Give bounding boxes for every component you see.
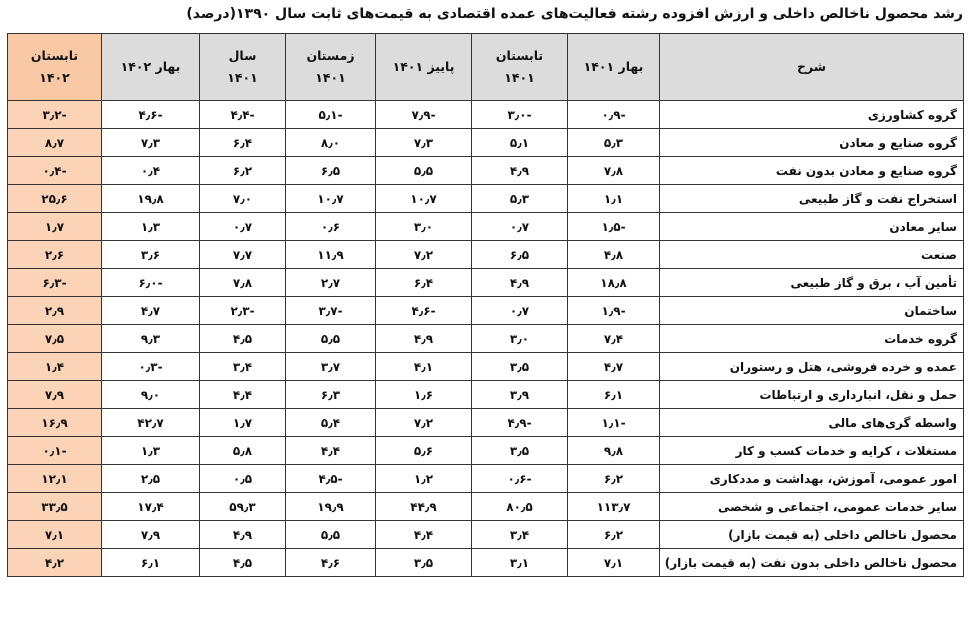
value-cell: ۱۰٫۷ bbox=[376, 185, 472, 213]
value-cell: ۱٫۷ bbox=[200, 409, 286, 437]
row-label: گروه صنایع و معادن bbox=[660, 129, 964, 157]
value-cell: ۵٫۵ bbox=[286, 521, 376, 549]
value-cell: ۲٫۷ bbox=[286, 269, 376, 297]
column-header-text: بهار ۱۴۰۲ bbox=[120, 59, 181, 74]
column-header bbox=[102, 34, 200, 101]
value-cell: ۰٫۴- bbox=[8, 157, 102, 185]
row-label: امور عمومی، آموزش، بهداشت و مددکاری bbox=[660, 465, 964, 493]
value-cell: ۳٫۰ bbox=[472, 325, 568, 353]
value-cell: ۷٫۲ bbox=[376, 241, 472, 269]
value-cell: ۶٫۴ bbox=[200, 129, 286, 157]
value-cell: ۶٫۳ bbox=[286, 381, 376, 409]
table-row bbox=[8, 465, 964, 493]
value-cell: ۳٫۴ bbox=[200, 353, 286, 381]
value-cell: ۲٫۶ bbox=[8, 241, 102, 269]
column-header bbox=[286, 34, 376, 101]
value-cell: ۳٫۵ bbox=[472, 353, 568, 381]
row-label: سایر معادن bbox=[660, 213, 964, 241]
value-cell: ۸٫۰ bbox=[286, 129, 376, 157]
row-label: حمل و نقل، انبارداری و ارتباطات bbox=[660, 381, 964, 409]
value-cell: ۵۹٫۳ bbox=[200, 493, 286, 521]
value-cell: ۱٫۷ bbox=[8, 213, 102, 241]
value-cell: ۶٫۲ bbox=[568, 465, 660, 493]
column-header-text: زمستان bbox=[306, 48, 355, 63]
row-label: صنعت bbox=[660, 241, 964, 269]
value-cell: ۶٫۱ bbox=[102, 549, 200, 577]
value-cell: ۰٫۵ bbox=[200, 465, 286, 493]
column-header bbox=[8, 34, 102, 101]
column-header bbox=[200, 34, 286, 101]
column-header-text: سال bbox=[228, 48, 257, 63]
table-body bbox=[8, 101, 964, 577]
value-cell: ۴۲٫۷ bbox=[102, 409, 200, 437]
row-label: گروه صنایع و معادن بدون نفت bbox=[660, 157, 964, 185]
value-cell: ۲٫۳- bbox=[200, 297, 286, 325]
column-header-text: تابستان bbox=[495, 48, 544, 63]
value-cell: ۶٫۱ bbox=[568, 381, 660, 409]
value-cell: ۳٫۵ bbox=[472, 437, 568, 465]
value-cell: ۴۴٫۹ bbox=[376, 493, 472, 521]
column-header-text: ۱۴۰۲ bbox=[39, 70, 70, 85]
value-cell: ۵٫۵ bbox=[286, 325, 376, 353]
value-cell: ۴٫۹ bbox=[472, 157, 568, 185]
value-cell: ۷٫۳ bbox=[102, 129, 200, 157]
value-cell: ۶٫۰- bbox=[102, 269, 200, 297]
row-label: مستغلات ، کرایه و خدمات کسب و کار bbox=[660, 437, 964, 465]
value-cell: ۷٫۸ bbox=[200, 269, 286, 297]
value-cell: ۱۱۳٫۷ bbox=[568, 493, 660, 521]
value-cell: ۴٫۴- bbox=[200, 101, 286, 129]
value-cell: ۴٫۴ bbox=[376, 521, 472, 549]
value-cell: ۴٫۷ bbox=[102, 297, 200, 325]
value-cell: ۹٫۰ bbox=[102, 381, 200, 409]
value-cell: ۵٫۳ bbox=[472, 185, 568, 213]
value-cell: ۵٫۵ bbox=[376, 157, 472, 185]
table-row bbox=[8, 101, 964, 129]
column-header-text: تابستان bbox=[30, 48, 79, 63]
value-cell: ۴٫۱ bbox=[376, 353, 472, 381]
value-cell: ۱٫۱- bbox=[568, 409, 660, 437]
value-cell: ۰٫۶- bbox=[472, 465, 568, 493]
value-cell: ۳٫۷ bbox=[286, 353, 376, 381]
value-cell: ۶٫۲ bbox=[200, 157, 286, 185]
column-header bbox=[472, 34, 568, 101]
value-cell: ۴٫۷ bbox=[568, 353, 660, 381]
value-cell: ۴٫۴ bbox=[286, 437, 376, 465]
value-cell: ۷٫۲ bbox=[376, 409, 472, 437]
value-cell: ۰٫۷ bbox=[472, 297, 568, 325]
table-row bbox=[8, 381, 964, 409]
row-label: ساختمان bbox=[660, 297, 964, 325]
value-cell: ۱٫۳ bbox=[102, 213, 200, 241]
value-cell: ۷٫۱ bbox=[568, 549, 660, 577]
value-cell: ۳۳٫۵ bbox=[8, 493, 102, 521]
value-cell: ۳٫۰- bbox=[472, 101, 568, 129]
value-cell: ۴٫۹ bbox=[472, 269, 568, 297]
value-cell: ۱۶٫۹ bbox=[8, 409, 102, 437]
value-cell: ۶٫۴ bbox=[376, 269, 472, 297]
value-cell: ۷٫۹ bbox=[8, 381, 102, 409]
column-header-description bbox=[660, 34, 964, 101]
value-cell: ۵٫۱ bbox=[472, 129, 568, 157]
column-header-text: ۱۴۰۱ bbox=[315, 70, 346, 85]
value-cell: ۴٫۸ bbox=[568, 241, 660, 269]
value-cell: ۴٫۵ bbox=[200, 325, 286, 353]
value-cell: ۱۹٫۸ bbox=[102, 185, 200, 213]
table-row bbox=[8, 157, 964, 185]
table-row bbox=[8, 185, 964, 213]
table-row bbox=[8, 521, 964, 549]
value-cell: ۰٫۳- bbox=[102, 353, 200, 381]
table-row bbox=[8, 241, 964, 269]
table-row bbox=[8, 353, 964, 381]
value-cell: ۸٫۷ bbox=[8, 129, 102, 157]
value-cell: ۷٫۹ bbox=[102, 521, 200, 549]
value-cell: ۷٫۵ bbox=[8, 325, 102, 353]
gdp-growth-table bbox=[7, 33, 964, 577]
table-row bbox=[8, 493, 964, 521]
table-row bbox=[8, 213, 964, 241]
value-cell: ۱۱٫۹ bbox=[286, 241, 376, 269]
value-cell: ۱٫۹- bbox=[568, 297, 660, 325]
value-cell: ۲۵٫۶ bbox=[8, 185, 102, 213]
value-cell: ۴٫۵ bbox=[200, 549, 286, 577]
value-cell: ۴٫۹ bbox=[376, 325, 472, 353]
value-cell: ۱٫۶ bbox=[376, 381, 472, 409]
value-cell: ۱٫۳ bbox=[102, 437, 200, 465]
table-row bbox=[8, 437, 964, 465]
value-cell: ۴٫۶- bbox=[102, 101, 200, 129]
value-cell: ۳٫۹ bbox=[472, 381, 568, 409]
table-row bbox=[8, 549, 964, 577]
value-cell: ۸۰٫۵ bbox=[472, 493, 568, 521]
value-cell: ۱٫۴ bbox=[8, 353, 102, 381]
value-cell: ۶٫۵ bbox=[286, 157, 376, 185]
column-header bbox=[568, 34, 660, 101]
value-cell: ۶٫۳- bbox=[8, 269, 102, 297]
value-cell: ۳٫۷- bbox=[286, 297, 376, 325]
table-row bbox=[8, 297, 964, 325]
value-cell: ۰٫۱- bbox=[8, 437, 102, 465]
value-cell: ۴٫۵- bbox=[286, 465, 376, 493]
row-label: تأمین آب ، برق و گاز طبیعی bbox=[660, 269, 964, 297]
value-cell: ۱۹٫۹ bbox=[286, 493, 376, 521]
table-title: رشد محصول ناخالص داخلی و ارزش افزوده رشته فعالیت‌های عمده اقتصادی به قیمت‌های ثابت سال ۱۳۹۰(درصد) bbox=[186, 6, 963, 22]
value-cell: ۵٫۳ bbox=[568, 129, 660, 157]
value-cell: ۰٫۹- bbox=[568, 101, 660, 129]
row-label: محصول ناخالص داخلی (به قیمت بازار) bbox=[660, 521, 964, 549]
value-cell: ۷٫۰ bbox=[200, 185, 286, 213]
value-cell: ۶٫۲ bbox=[568, 521, 660, 549]
value-cell: ۰٫۷ bbox=[472, 213, 568, 241]
value-cell: ۴٫۹ bbox=[200, 521, 286, 549]
row-label: استخراج نفت و گاز طبیعی bbox=[660, 185, 964, 213]
value-cell: ۵٫۴ bbox=[286, 409, 376, 437]
value-cell: ۰٫۷ bbox=[200, 213, 286, 241]
table-row bbox=[8, 269, 964, 297]
value-cell: ۳٫۵ bbox=[376, 549, 472, 577]
value-cell: ۷٫۳ bbox=[376, 129, 472, 157]
value-cell: ۷٫۷ bbox=[200, 241, 286, 269]
value-cell: ۴٫۴ bbox=[200, 381, 286, 409]
value-cell: ۴٫۶ bbox=[286, 549, 376, 577]
value-cell: ۱۰٫۷ bbox=[286, 185, 376, 213]
value-cell: ۴٫۲ bbox=[8, 549, 102, 577]
header-row bbox=[8, 34, 964, 101]
value-cell: ۳٫۴ bbox=[472, 521, 568, 549]
value-cell: ۱٫۵- bbox=[568, 213, 660, 241]
value-cell: ۷٫۸ bbox=[568, 157, 660, 185]
value-cell: ۱٫۲ bbox=[376, 465, 472, 493]
value-cell: ۱۲٫۱ bbox=[8, 465, 102, 493]
value-cell: ۳٫۰ bbox=[376, 213, 472, 241]
value-cell: ۷٫۱ bbox=[8, 521, 102, 549]
column-header-text: ۱۴۰۱ bbox=[227, 70, 258, 85]
row-label: گروه خدمات bbox=[660, 325, 964, 353]
column-header-text: شرح bbox=[796, 59, 827, 74]
value-cell: ۲٫۵ bbox=[102, 465, 200, 493]
table-row bbox=[8, 129, 964, 157]
value-cell: ۴٫۹- bbox=[472, 409, 568, 437]
value-cell: ۷٫۴ bbox=[568, 325, 660, 353]
column-header bbox=[376, 34, 472, 101]
value-cell: ۳٫۶ bbox=[102, 241, 200, 269]
value-cell: ۱٫۱ bbox=[568, 185, 660, 213]
value-cell: ۲٫۹ bbox=[8, 297, 102, 325]
value-cell: ۱۷٫۴ bbox=[102, 493, 200, 521]
value-cell: ۹٫۳ bbox=[102, 325, 200, 353]
value-cell: ۰٫۶ bbox=[286, 213, 376, 241]
row-label: عمده و خرده فروشی، هتل و رستوران bbox=[660, 353, 964, 381]
row-label: سایر خدمات عمومی، اجتماعی و شخصی bbox=[660, 493, 964, 521]
value-cell: ۳٫۱ bbox=[472, 549, 568, 577]
value-cell: ۹٫۸ bbox=[568, 437, 660, 465]
column-header-text: بهار ۱۴۰۱ bbox=[583, 59, 644, 74]
table-row bbox=[8, 325, 964, 353]
value-cell: ۱۸٫۸ bbox=[568, 269, 660, 297]
column-header-text: پاییز ۱۴۰۱ bbox=[392, 59, 455, 74]
value-cell: ۴٫۶- bbox=[376, 297, 472, 325]
value-cell: ۵٫۱- bbox=[286, 101, 376, 129]
value-cell: ۶٫۵ bbox=[472, 241, 568, 269]
table-row bbox=[8, 409, 964, 437]
row-label: گروه کشاورزی bbox=[660, 101, 964, 129]
value-cell: ۰٫۴ bbox=[102, 157, 200, 185]
value-cell: ۷٫۹- bbox=[376, 101, 472, 129]
row-label: واسطه گری‌های مالی bbox=[660, 409, 964, 437]
row-label: محصول ناخالص داخلی بدون نفت (به قیمت بازار) bbox=[660, 549, 964, 577]
column-header-text: ۱۴۰۱ bbox=[504, 70, 535, 85]
value-cell: ۵٫۸ bbox=[200, 437, 286, 465]
value-cell: ۳٫۲- bbox=[8, 101, 102, 129]
value-cell: ۵٫۶ bbox=[376, 437, 472, 465]
